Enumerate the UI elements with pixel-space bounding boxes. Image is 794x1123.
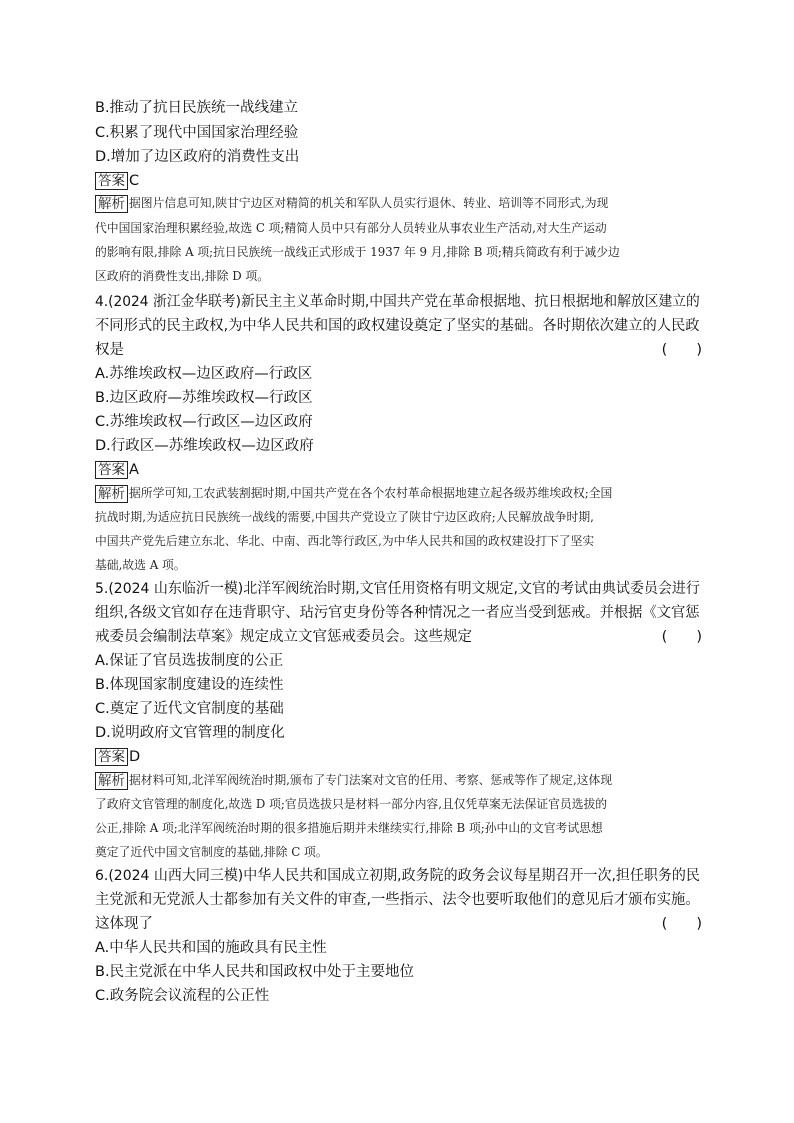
q5-analysis-line-2: 了政府文官管理的制度化,故选 D 项;官员选拔只是材料一部分内容,且仅凭草案无法保证官员选拔的 (95, 797, 608, 811)
analysis-tag: 解析 (95, 195, 128, 213)
q3-answer-row (95, 171, 139, 191)
q5-answer-paren: ( ) (661, 629, 702, 645)
analysis-tag: 解析 (95, 485, 128, 503)
q5-analysis-line-4: 奠定了近代中国文官制度的基础,排除 C 项。 (95, 845, 328, 859)
q5-analysis-line-3: 公正,排除 A 项;北洋军阀统治时期的很多措施后期并未继续实行,排除 B 项;孙中山的文官考试思想 (95, 821, 603, 835)
analysis-tag: 解析 (95, 772, 128, 790)
q5-analysis-line-1: 解析 据材料可知,北洋军阀统治时期,颁布了专门法案对文官的任用、考察、惩戒等作了规定,这体现 (95, 771, 612, 790)
q3-option-b: B.推动了抗日民族统一战线建立 (95, 100, 299, 116)
q4-stem-line-2: 不同形式的民主政权,为中华人民共和国的政权建设奠定了坚实的基础。各时期依次建立的人民政 (95, 318, 700, 334)
q6-option-b: B.民主党派在中华人民共和国政权中处于主要地位 (95, 964, 415, 980)
q3-analysis-line-4: 区政府的消费性支出,排除 D 项。 (95, 269, 270, 283)
q4-analysis-line-2: 抗战时期,为适应抗日民族统一战线的需要,中国共产党设立了陕甘宁边区政府;人民解放战争时期, (95, 510, 594, 524)
q4-stem-line-3: 权是 (95, 342, 124, 358)
q3-answer: C (129, 173, 140, 189)
q4-option-b: B.边区政府—苏维埃政权—行政区 (95, 390, 313, 406)
answer-tag: 答案 (95, 461, 128, 479)
q3-analysis-line-1: 解析 据图片信息可知,陕甘宁边区对精简的机关和军队人员实行退休、转业、培训等不同形式,为现 (95, 194, 608, 213)
q4-option-d: D.行政区—苏维埃政权—边区政府 (95, 438, 314, 454)
answer-tag: 答案 (95, 748, 128, 766)
q5-option-c: C.奠定了近代文官制度的基础 (95, 701, 284, 717)
q3-option-d: D.增加了边区政府的消费性支出 (95, 149, 300, 165)
q5-option-b: B.体现国家制度建设的连续性 (95, 677, 284, 693)
q5-stem-line-1: 5.(2024 山东临沂一模)北洋军阀统治时期,文官任用资格有明文规定,文官的考试由典试委员会进行 (95, 581, 700, 597)
q6-option-a: A.中华人民共和国的施政具有民主性 (95, 940, 327, 956)
q6-option-c: C.政务院会议流程的公正性 (95, 988, 270, 1004)
q3-analysis-line-2: 代中国国家治理积累经验,故选 C 项;精简人员中只有部分人员转业从事农业生产活动,对大生产运动 (95, 221, 607, 235)
q5-option-a: A.保证了官员选拔制度的公正 (95, 653, 284, 669)
q4-answer: A (129, 462, 139, 478)
answer-tag: 答案 (95, 172, 128, 190)
q6-stem-line-3: 这体现了 (95, 916, 153, 932)
q6-stem-line-1: 6.(2024 山西大同三模)中华人民共和国成立初期,政务院的政务会议每星期召开一次,担任职务的民 (95, 868, 700, 884)
q4-option-c: C.苏维埃政权—行政区—边区政府 (95, 414, 313, 430)
q5-stem-line-3: 戒委员会编制法草案》规定成立文官惩戒委员会。这些规定 (95, 629, 472, 645)
q4-analysis-line-4: 基础,故选 A 项。 (95, 558, 186, 572)
q5-stem-line-2: 组织,各级文官如存在违背职守、玷污官吏身份等各种情况之一者应当受到惩戒。并根据《文官惩 (95, 605, 700, 621)
q5-option-d: D.说明政府文官管理的制度化 (95, 725, 285, 741)
q3-analysis-line-3: 的影响有限,排除 A 项;抗日民族统一战线正式形成于 1937 年 9 月,排除 B 项;精兵简政有利于减少边 (95, 245, 620, 259)
q3-option-c: C.积累了现代中国国家治理经验 (95, 125, 299, 141)
q4-option-a: A.苏维埃政权—边区政府—行政区 (95, 366, 313, 382)
q4-answer-row (95, 460, 139, 480)
q6-answer-paren: ( ) (661, 916, 702, 932)
q5-answer: D (129, 749, 141, 765)
q4-analysis-line-3: 中国共产党先后建立东北、华北、中南、西北等行政区,为中华人民共和国的政权建设打下了坚实 (95, 534, 595, 548)
q6-stem-line-2: 主党派和无党派人士都参加有关文件的审查,一些指示、法令也要听取他们的意见后才颁布实施。 (95, 892, 700, 908)
q4-analysis-line-1: 解析 据所学可知,工农武装割据时期,中国共产党在各个农村革命根据地建立起各级苏维埃政权;全国 (95, 484, 612, 503)
q4-stem-line-1: 4.(2024 浙江金华联考)新民主主义革命时期,中国共产党在革命根据地、抗日根据地和解放区建立的 (95, 294, 700, 310)
q5-answer-row (95, 747, 140, 767)
q4-answer-paren: ( ) (661, 342, 702, 358)
